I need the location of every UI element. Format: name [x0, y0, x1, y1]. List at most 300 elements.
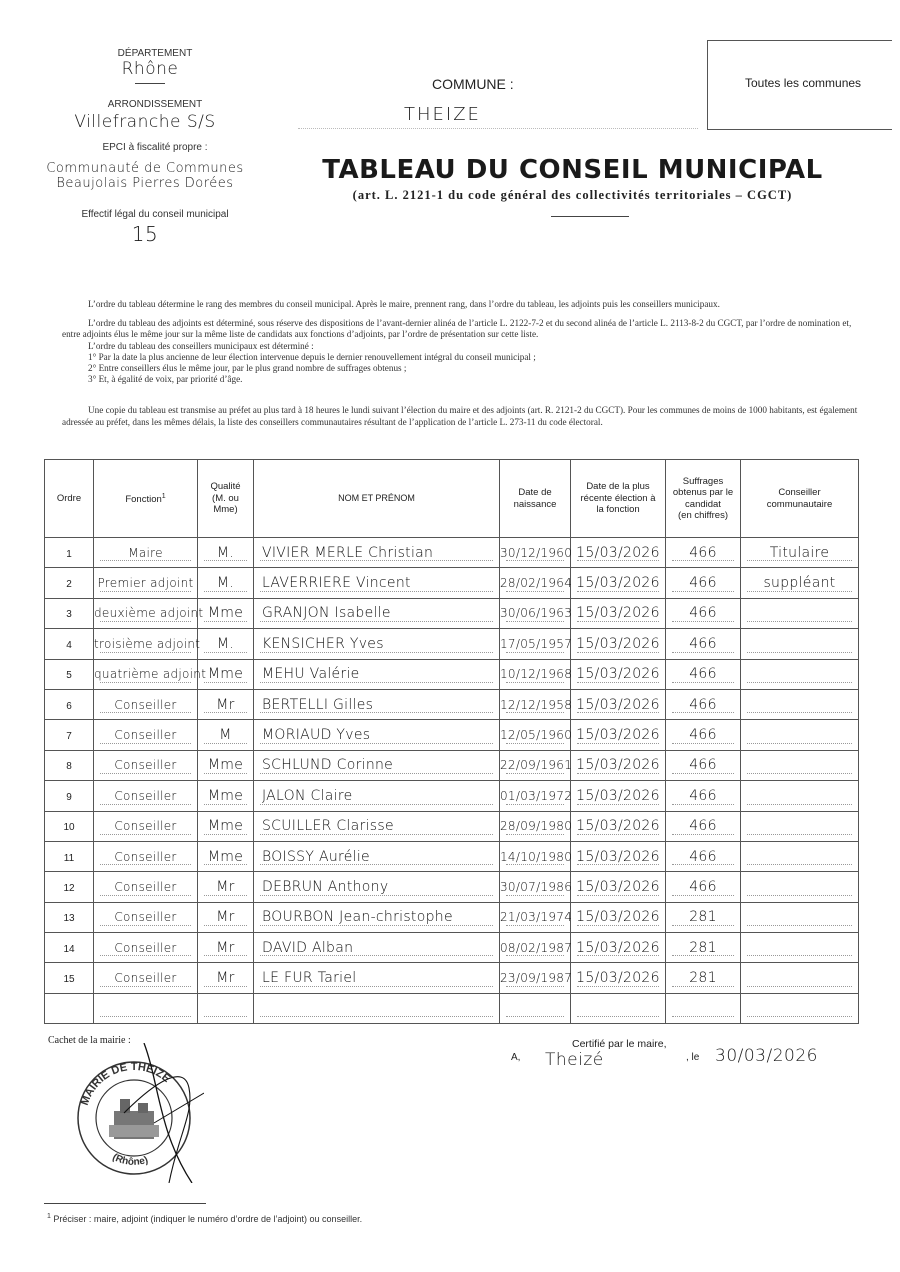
nom-value: LE FUR Tariel: [262, 970, 357, 987]
suffrages-value: 466: [689, 575, 717, 592]
fonction-value: Conseiller: [114, 940, 177, 955]
election-value: 15/03/2026: [576, 787, 660, 804]
dotted-line: [506, 864, 564, 865]
ordre-value: 3: [66, 609, 72, 621]
table-row: [45, 781, 859, 811]
cell-qualite: [198, 811, 254, 841]
suffrages-value: 466: [689, 605, 717, 622]
dotted-line: [506, 925, 564, 926]
cell-election: [571, 750, 666, 780]
page-title: TABLEAU DU CONSEIL MUNICIPAL: [322, 155, 823, 185]
election-value: 15/03/2026: [576, 818, 660, 835]
dotted-line: [506, 560, 564, 561]
cell-election: [571, 933, 666, 963]
dotted-line: [577, 834, 659, 835]
naissance-value: 08/02/1987: [500, 940, 573, 955]
cell-election: [571, 872, 666, 902]
dotted-line: [100, 621, 191, 622]
cell-fonction: [94, 781, 198, 811]
stamp-text-top: MAIRIE DE THEIZE: [78, 1060, 173, 1108]
table-row: [45, 629, 859, 659]
cell-election: [571, 538, 666, 568]
cell-communautaire: [741, 872, 859, 902]
dotted-line: [577, 773, 659, 774]
note-paragraph: Une copie du tableau est transmise au préfet au plus tard à 18 heures le lundi suivant l’élection du maire et des adjoints (art. R. 2121-2 du CGCT). Pour les communes de moins de 1000 habitants, est également adressée au préfet, dans les mêmes délais, la liste des conseillers communautaires résultant de l’application de l’article L. 273-11 du code électoral.: [62, 405, 858, 427]
header-suffrages-note: (en chiffres): [678, 510, 728, 521]
fonction-value: quatrième adjoint: [94, 667, 207, 682]
election-value: 15/03/2026: [576, 878, 660, 895]
cell-fonction: [94, 659, 207, 689]
cell-suffrages: [666, 568, 741, 598]
suffrages-value: 466: [689, 727, 717, 744]
cell-naissance: [500, 598, 571, 628]
table-row: [45, 993, 859, 1023]
naissance-value: 12/12/1958: [500, 697, 573, 712]
cell-ordre: [45, 993, 94, 1023]
dotted-line: [100, 743, 191, 744]
dotted-line: [672, 682, 734, 683]
fonction-value: troisième adjoint: [94, 636, 201, 651]
election-value: 15/03/2026: [576, 605, 660, 622]
qualite-value: M.: [216, 544, 235, 561]
fonction-value: Conseiller: [114, 697, 177, 712]
qualite-value: M: [219, 727, 232, 744]
dotted-line: [100, 773, 191, 774]
cell-nom: [254, 750, 500, 780]
cell-qualite: [198, 629, 254, 659]
cell-election: [571, 598, 666, 628]
cell-ordre: [45, 872, 94, 902]
ordre-value: 11: [63, 852, 75, 864]
dotted-line: [747, 712, 852, 713]
dotted-line: [506, 773, 564, 774]
ordre-value: 13: [63, 913, 75, 925]
nom-value: KENSICHER Yves: [262, 635, 384, 652]
cell-nom: [254, 872, 500, 902]
dotted-line: [100, 1016, 191, 1017]
cell-ordre: [45, 538, 94, 568]
dotted-line: [506, 591, 564, 592]
cell-naissance: [500, 933, 571, 963]
naissance-value: 17/05/1957: [500, 636, 573, 651]
cell-qualite: [198, 720, 254, 750]
election-value: 15/03/2026: [576, 848, 660, 865]
dotted-line: [747, 834, 852, 835]
effectif-label: Effectif légal du conseil municipal: [81, 209, 229, 220]
cell-nom: [254, 568, 500, 598]
cell-ordre: [45, 720, 94, 750]
table-row: [45, 933, 859, 963]
footnote-ref: 1: [161, 493, 166, 501]
dotted-line: [672, 1016, 734, 1017]
election-value: 15/03/2026: [576, 575, 660, 592]
suffrages-value: 466: [689, 878, 717, 895]
header-suffrages-text: Suffrages obtenus par le candidat: [672, 475, 734, 510]
dotted-line: [506, 834, 564, 835]
suffrages-value: 466: [689, 666, 717, 683]
council-table: [44, 459, 859, 1024]
cell-nom: [254, 993, 500, 1023]
cell-fonction: [94, 872, 198, 902]
nom-value: MEHU Valérie: [262, 666, 360, 683]
election-value: 15/03/2026: [576, 727, 660, 744]
cell-ordre: [45, 629, 94, 659]
cell-election: [571, 659, 666, 689]
a-label: A,: [511, 1052, 521, 1063]
dotted-line: [672, 621, 734, 622]
dotted-line: [204, 682, 247, 683]
dotted-line: [747, 682, 852, 683]
suffrages-value: 466: [689, 848, 717, 865]
cell-communautaire: [741, 689, 859, 719]
fonction-value: Conseiller: [114, 819, 177, 834]
naissance-value: 30/07/1986: [500, 879, 573, 894]
cell-naissance: [500, 659, 571, 689]
suffrages-value: 466: [689, 757, 717, 774]
cell-election: [571, 781, 666, 811]
footnote-separator: [44, 1203, 206, 1204]
ordre-value: 6: [66, 700, 72, 712]
dotted-line: [260, 1016, 493, 1017]
cell-naissance: [500, 720, 571, 750]
cell-nom: [254, 689, 500, 719]
effectif-value: 15: [131, 222, 159, 246]
election-value: 15/03/2026: [576, 939, 660, 956]
cell-suffrages: [666, 841, 741, 871]
qualite-value: Mme: [207, 605, 244, 622]
nom-value: DAVID Alban: [262, 939, 354, 956]
nom-value: BOURBON Jean-christophe: [262, 909, 453, 926]
qualite-value: Mme: [207, 818, 244, 835]
dotted-line: [506, 804, 564, 805]
dotted-line: [577, 986, 659, 987]
cell-naissance: [500, 872, 571, 902]
nom-value: DEBRUN Anthony: [262, 878, 389, 895]
dotted-line: [747, 621, 852, 622]
cell-election: [571, 689, 666, 719]
departement-value: Rhône: [121, 59, 179, 79]
arrondissement-label: ARRONDISSEMENT: [107, 99, 203, 110]
cell-suffrages: [666, 629, 741, 659]
cell-communautaire: [741, 993, 859, 1023]
dotted-line: [506, 682, 564, 683]
cell-suffrages: [666, 720, 741, 750]
footnote: [47, 1213, 362, 1224]
cell-ordre: [45, 781, 94, 811]
naissance-value: 30/06/1963: [500, 606, 573, 621]
naissance-value: 28/09/1980: [500, 819, 573, 834]
dotted-line: [506, 986, 564, 987]
table-row: [45, 963, 859, 993]
qualite-value: Mr: [216, 878, 235, 895]
note-paragraph: L’ordre du tableau des conseillers municipaux est déterminé :: [88, 340, 314, 351]
cell-fonction: [94, 568, 198, 598]
cell-fonction: [94, 993, 198, 1023]
fonction-value: Conseiller: [114, 758, 177, 773]
header-fonction: [94, 460, 198, 538]
cell-suffrages: [666, 993, 741, 1023]
cell-communautaire: [741, 538, 859, 568]
cell-nom: [254, 538, 500, 568]
certification-date: 30/03/2026: [715, 1046, 818, 1066]
dotted-line: [672, 925, 734, 926]
election-value: 15/03/2026: [576, 544, 660, 561]
dotted-line: [747, 925, 852, 926]
note-item: 2° Entre conseillers élus le même jour, par le plus grand nombre de suffrages obtenus ;: [88, 363, 407, 374]
cell-suffrages: [666, 781, 741, 811]
note-item: 3° Et, à égalité de voix, par priorité d’âge.: [88, 374, 243, 385]
cell-naissance: [500, 689, 571, 719]
cell-suffrages: [666, 933, 741, 963]
cell-ordre: [45, 902, 94, 932]
suffrages-value: 466: [689, 635, 717, 652]
cell-fonction: [94, 538, 198, 568]
nom-value: BERTELLI Gilles: [262, 696, 374, 713]
fonction-value: Conseiller: [114, 910, 177, 925]
separator: [135, 83, 165, 84]
dotted-line: [100, 682, 191, 683]
footnote-mark: 1: [47, 1213, 51, 1220]
nom-value: LAVERRIERE Vincent: [262, 575, 411, 592]
epci-label: EPCI à fiscalité propre :: [102, 142, 208, 153]
cell-election: [571, 993, 666, 1023]
cell-nom: [254, 659, 500, 689]
cell-ordre: [45, 963, 94, 993]
dotted-line: [100, 804, 191, 805]
admin-info: [40, 48, 270, 246]
nom-value: SCUILLER Clarisse: [262, 818, 394, 835]
cell-nom: [254, 841, 500, 871]
election-value: 15/03/2026: [576, 909, 660, 926]
cell-nom: [254, 811, 500, 841]
note-paragraph: L’ordre du tableau détermine le rang des membres du conseil municipal. Après le maire, prennent rang, dans l’ordre du tableau, les adjoints puis les conseillers municipaux.: [88, 299, 720, 309]
cell-fonction: [94, 963, 198, 993]
dotted-line: [747, 743, 852, 744]
cell-qualite: [198, 568, 254, 598]
header-qualite: Qualité (M. ou Mme): [198, 460, 254, 538]
certification-place: Theizé: [545, 1050, 604, 1070]
cell-ordre: [45, 568, 94, 598]
qualite-value: Mme: [207, 848, 244, 865]
cell-ordre: [45, 811, 94, 841]
table-row: [45, 841, 859, 871]
title-separator: [551, 216, 629, 217]
cell-nom: [254, 720, 500, 750]
table-row: [45, 689, 859, 719]
cell-communautaire: [741, 933, 859, 963]
cell-communautaire: [741, 629, 859, 659]
cell-naissance: [500, 781, 571, 811]
ordre-value: 2: [66, 579, 72, 591]
page-subtitle: (art. L. 2121-1 du code général des collectivités territoriales – CGCT): [352, 188, 793, 202]
fonction-value: Maire: [128, 545, 163, 560]
dotted-line: [747, 864, 852, 865]
suffrages-value: 281: [689, 939, 717, 956]
mairie-stamp: [64, 1043, 204, 1183]
dotted-line: [100, 652, 191, 653]
qualite-value: Mr: [216, 970, 235, 987]
dotted-line: [506, 743, 564, 744]
qualite-value: Mme: [207, 787, 244, 804]
header-naissance: Date de naissance: [500, 460, 571, 538]
ordre-value: 4: [66, 639, 72, 651]
fonction-value: Premier adjoint: [97, 576, 194, 591]
cell-naissance: [500, 993, 571, 1023]
cell-naissance: [500, 902, 571, 932]
note-paragraph: L’ordre du tableau des adjoints est déterminé, sous réserve des dispositions de l’avant-dernier alinéa de l’article L. 2122-7-2 et du second alinéa de l’article L. 2113-8-2 du CGCT, par l’ordre de nomination et, entre adjoints élus le même jour sur la même liste de candidats aux fonctions d’adjoints, par l’ordre de présentation sur cette liste.: [62, 318, 852, 340]
dotted-line: [747, 895, 852, 896]
cell-election: [571, 811, 666, 841]
cell-fonction: [94, 811, 198, 841]
dotted-line: [260, 773, 493, 774]
ordre-value: 5: [66, 670, 72, 682]
qualite-value: Mr: [216, 696, 235, 713]
dotted-line: [747, 986, 852, 987]
cell-qualite: [198, 993, 254, 1023]
header-election: Date de la plus récente élection à la fonction: [571, 460, 666, 538]
naissance-value: 01/03/1972: [500, 788, 573, 803]
nom-value: JALON Claire: [262, 787, 353, 804]
cell-qualite: [198, 872, 254, 902]
election-value: 15/03/2026: [576, 666, 660, 683]
dotted-line: [747, 773, 852, 774]
cell-communautaire: [741, 568, 859, 598]
cell-suffrages: [666, 538, 741, 568]
cell-ordre: [45, 689, 94, 719]
dotted-line: [100, 591, 191, 592]
fonction-value: Conseiller: [114, 788, 177, 803]
cell-naissance: [500, 811, 571, 841]
cell-election: [571, 629, 666, 659]
ordre-value: 14: [63, 943, 75, 955]
dotted-line: [204, 834, 247, 835]
dotted-line: [260, 986, 493, 987]
cell-ordre: [45, 659, 94, 689]
cell-suffrages: [666, 659, 741, 689]
cell-naissance: [500, 568, 571, 598]
naissance-value: 28/02/1964: [500, 576, 573, 591]
commune-type-text: Toutes les communes: [745, 76, 862, 90]
dotted-line: [672, 773, 734, 774]
ordre-value: 12: [63, 882, 75, 894]
dotted-line: [204, 1016, 247, 1017]
cell-nom: [254, 629, 500, 659]
dotted-line: [577, 682, 659, 683]
dotted-line: [506, 712, 564, 713]
suffrages-value: 466: [689, 787, 717, 804]
ordre-value: 1: [66, 548, 72, 560]
qualite-value: M.: [216, 635, 235, 652]
dotted-line: [577, 621, 659, 622]
election-value: 15/03/2026: [576, 696, 660, 713]
dotted-line: [204, 986, 247, 987]
cell-qualite: [198, 781, 254, 811]
cell-fonction: [94, 841, 198, 871]
fonction-value: Conseiller: [114, 849, 177, 864]
cell-nom: [254, 963, 500, 993]
dotted-line: [100, 834, 191, 835]
dotted-line: [204, 925, 247, 926]
fonction-value: Conseiller: [114, 971, 177, 986]
naissance-value: 22/09/1961: [500, 758, 573, 773]
cell-naissance: [500, 963, 571, 993]
naissance-value: 14/10/1980: [500, 849, 573, 864]
cell-ordre: [45, 750, 94, 780]
cell-naissance: [500, 841, 571, 871]
dotted-line: [100, 925, 191, 926]
cell-qualite: [198, 689, 254, 719]
cell-nom: [254, 933, 500, 963]
cell-suffrages: [666, 598, 741, 628]
table-row: [45, 872, 859, 902]
cell-communautaire: [741, 781, 859, 811]
epci-value-line1: Communauté de Communes: [46, 161, 244, 176]
header-ordre: Ordre: [45, 460, 94, 538]
naissance-value: 23/09/1987: [500, 971, 573, 986]
cell-suffrages: [666, 750, 741, 780]
stamp-text-bottom: (Rhône): [110, 1151, 150, 1168]
dotted-line: [672, 986, 734, 987]
commune-line: [298, 128, 698, 129]
cell-communautaire: [741, 811, 859, 841]
election-value: 15/03/2026: [576, 757, 660, 774]
suffrages-value: 281: [689, 909, 717, 926]
cell-qualite: [198, 902, 254, 932]
ordre-value: 15: [63, 974, 75, 986]
fonction-value: Conseiller: [114, 728, 177, 743]
cell-qualite: [198, 963, 254, 993]
nom-value: MORIAUD Yves: [262, 727, 371, 744]
table-row: [45, 538, 859, 568]
cell-fonction: [94, 902, 198, 932]
ordre-value: 10: [63, 822, 75, 834]
table-row: [45, 568, 859, 598]
cell-fonction: [94, 750, 198, 780]
cell-suffrages: [666, 963, 741, 993]
note-item: 1° Par la date la plus ancienne de leur élection intervenue depuis le dernier renouvellement intégral du conseil municipal ;: [88, 351, 536, 362]
cell-communautaire: [741, 963, 859, 993]
header-nom: NOM ET PRÉNOM: [254, 460, 500, 538]
dotted-line: [260, 925, 493, 926]
epci-value-line2: Beaujolais Pierres Dorées: [56, 176, 234, 191]
cell-suffrages: [666, 872, 741, 902]
table-header-row: [45, 460, 859, 538]
dotted-line: [260, 621, 493, 622]
table-row: [45, 750, 859, 780]
cell-fonction: [94, 933, 198, 963]
cell-communautaire: [741, 841, 859, 871]
cell-qualite: [198, 538, 254, 568]
arrondissement-value: Villefranche S/S: [74, 112, 216, 132]
communautaire-value: Titulaire: [769, 544, 830, 561]
dotted-line: [747, 652, 852, 653]
cell-communautaire: [741, 902, 859, 932]
dotted-line: [577, 1016, 659, 1017]
nom-value: SCHLUND Corinne: [262, 757, 394, 774]
communautaire-value: suppléant: [763, 575, 836, 592]
commune-label: COMMUNE :: [432, 76, 514, 92]
suffrages-value: 466: [689, 696, 717, 713]
cell-naissance: [500, 538, 571, 568]
table-row: [45, 598, 859, 628]
nom-value: VIVIER MERLE Christian: [262, 544, 434, 561]
cell-election: [571, 568, 666, 598]
cell-nom: [254, 902, 500, 932]
cell-communautaire: [741, 750, 859, 780]
table-row: [45, 720, 859, 750]
nom-value: GRANJON Isabelle: [262, 605, 391, 622]
commune-value: THEIZE: [404, 104, 481, 125]
